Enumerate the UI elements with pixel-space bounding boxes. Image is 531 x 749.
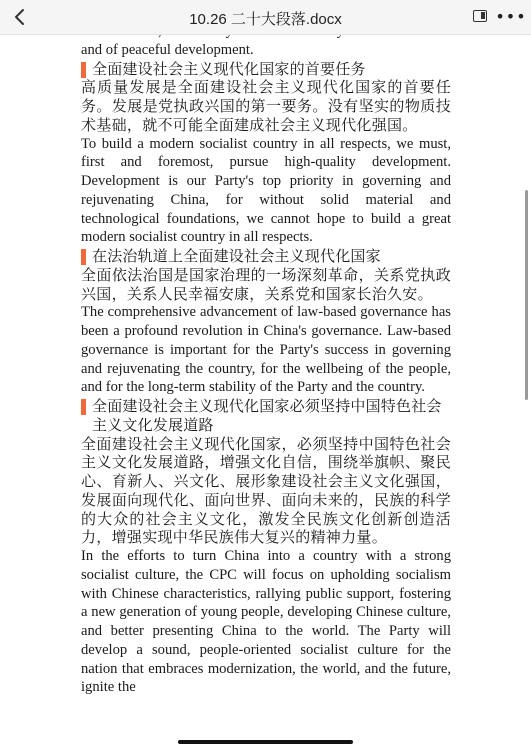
- english-paragraph: To build a modern socialist country in all respects, we must, first and foremost, pursue high-quality development. Development is our Party's top priority in governing and rejuvenating China, for without solid material and technological foundations, we cannot hope to build a great modern socialist country in all respects.: [81, 135, 451, 246]
- home-indicator[interactable]: [178, 740, 353, 744]
- more-options-button[interactable]: •••: [495, 6, 527, 26]
- chinese-paragraph: 高质量发展是全面建设社会主义现代化国家的首要任务。发展是党执政兴国的第一要务。没有坚实的物质技术基础，就不可能全面建成社会主义现代化强国。: [81, 78, 451, 134]
- reading-mode-icon[interactable]: [473, 10, 487, 22]
- heading-marker-icon: [81, 249, 86, 265]
- english-paragraph: The comprehensive advancement of law-based governance has been a profound revolution in China's governance. Law-based governance is important for the Party's success in governing and rejuvenating the country, for the wellbeing of the people, and for the long-term stability of the Party and the country.: [81, 304, 451, 396]
- section-heading: [81, 60, 451, 79]
- chinese-paragraph: 全面建设社会主义现代化国家，必须坚持中国特色社会主义文化发展道路，增强文化自信，围绕举旗帜、聚民心、育新人、兴文化、展形象建设社会主义文化强国，发展面向现代化、面向世界、面向未来的，民族的科学的大众的社会主义文化，激发全民族文化创新创造活力，增强实现中华民族伟大复兴的精神力量。: [81, 434, 451, 547]
- section-heading-text: 全面建设社会主义现代化国家的首要任务: [92, 59, 366, 78]
- top-navigation-bar: [0, 0, 531, 35]
- document-title: 10.26 二十大段落.docx: [189, 11, 342, 28]
- english-paragraph: In the efforts to turn China into a country with a strong socialist culture, the CPC will focus on upholding socialism with Chinese characteristics, rallying public support, fostering a new generation of young people, developing Chinese culture, and better presenting China to the world. The Party will develop a sound, people-oriented socialist culture for the nation that embraces modernization, the world, and the future, ignite the: [81, 548, 451, 696]
- intro-paragraph-end: and of peaceful development.: [81, 41, 254, 58]
- section-heading: [81, 247, 451, 266]
- chinese-paragraph: 全面依法治国是国家治理的一场深刻革命，关系党执政兴国，关系人民幸福安康，关系党和国家长治久安。: [81, 265, 451, 303]
- section-heading-text: 全面建设社会主义现代化国家必须坚持中国特色社会主义文化发展道路: [92, 397, 442, 434]
- heading-marker-icon: [81, 62, 86, 78]
- document-body: [81, 22, 451, 697]
- section-heading-text: 在法治轨道上全面建设社会主义现代化国家: [92, 247, 381, 265]
- heading-marker-icon: [81, 399, 86, 415]
- section-heading: [81, 397, 451, 435]
- vertical-scrollbar[interactable]: [525, 190, 528, 400]
